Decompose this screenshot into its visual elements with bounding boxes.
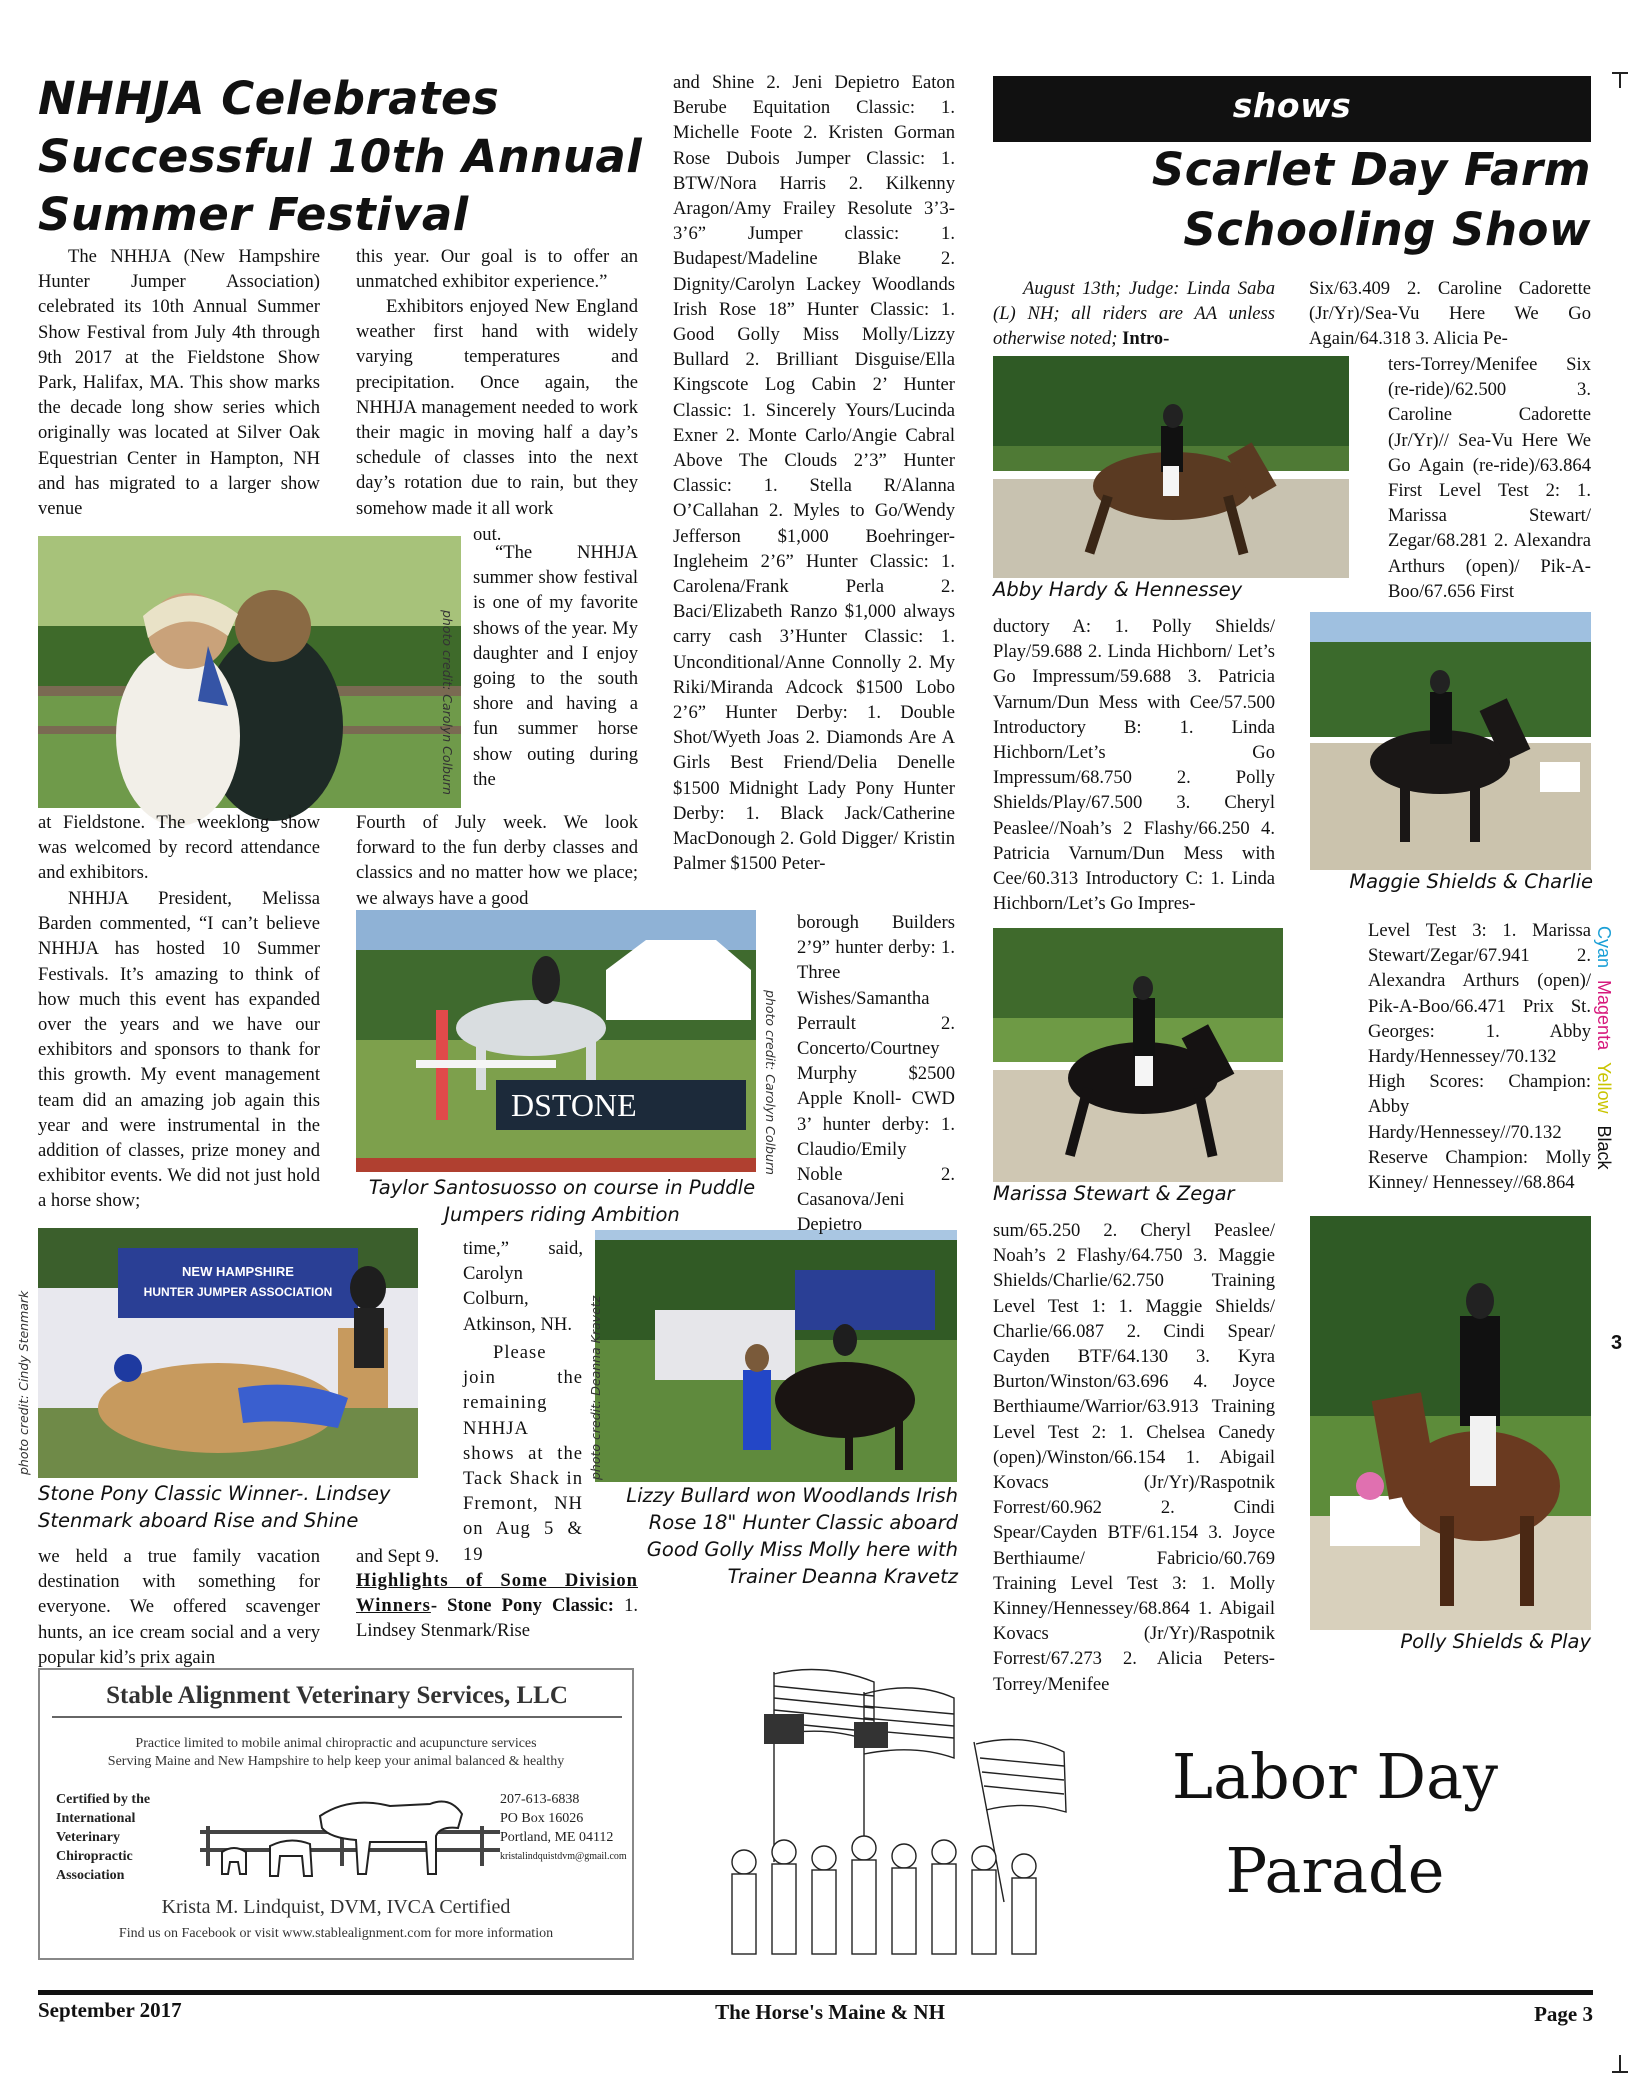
ad-line-2: Serving Maine and New Hampshire to help keep your animal balanced & healthy (107, 1754, 565, 1769)
abby-photo (993, 356, 1349, 578)
marissa-photo (993, 928, 1283, 1182)
maggie-caption: Maggie Shields & Charlie (1349, 870, 1593, 893)
jumper-photo-caption (352, 1174, 772, 1228)
article-headline (38, 70, 658, 244)
ad-city: Portland, ME 04112 (500, 1830, 614, 1845)
lizzy-caption-line-4: Trainer Deanna Kravetz (727, 1565, 958, 1588)
nhhja-banner-line-2: HUNTER JUMPER ASSOCIATION (143, 1285, 333, 1299)
stone-pony-caption (38, 1480, 438, 1534)
shows-intro (993, 276, 1275, 352)
article-text-col2-a: this year. Our goal is to offer an unmatched exhibitor experience.” (356, 246, 638, 293)
article-text-col1-c: NHHJA President, Melissa Barden commented, “I can’t believe NHHJA has hosted 10 Summer Festivals. It’s amazing to think of how much this event has expanded over the years and we have our exhibitors and sponsors to thank for this growth. My event management team did an amazing job again this year and were instrumental in the addition of classes, prize money and exhibitor events. We did not just hold a horse show; (38, 888, 320, 1212)
shows-text-colB-2: ters-Torrey/Menifee Six (re-ride)/62.500 3. Caroline Cadorette (Jr/Yr)// Sea-Vu Here We Go Again (re-ride)/63.864 First Level Test 2: 1. Marissa Stewart/ Zegar/68.281 2. Alexandra Arthurs (open)/ Pik-A-Boo/67.656 First (1388, 354, 1591, 602)
footer-rule (38, 1990, 1593, 1995)
polly-caption: Polly Shields & Play (1400, 1630, 1591, 1653)
shows-text-colA-2: sum/65.250 2. Cheryl Peaslee/ Noah’s 2 Flashy/64.750 3. Maggie Shields/Charlie/62.750 Training Level Test 1: 1. Maggie Shields/ Charlie/66.087 2. Cindi Spear/ Cayden BTF/64.130 3. Kyra Burton/Winston/63.696 4. Joyce Berthiaume/Warrior/63.913 Training Level Test 2: 1. Chelsea Canedy (open)/Winston/66.154 1. Abigail Kovacs (Jr/Yr)/Raspotnik Forrest/60.962 2. Cindi Spear/Cayden BTF/61.154 3. Joyce Berthiaume/ Fabricio/60.769 Training Level Test 3: 1. Molly Kinney/Hennessey/68.864 1. Abigail Kovacs (Jr/Yr)/Raspotnik Forrest/67.273 2. Alicia Peters-Torrey/Menifee (993, 1220, 1275, 1695)
stone-pony-photo (38, 1228, 418, 1478)
lizzy-photo-credit: photo credit: Deanna Kravetz (588, 1295, 603, 1480)
ad-footer: Find us on Facebook or visit www.stablealignment.com for more information (118, 1926, 554, 1941)
parade-title (1100, 1730, 1570, 1918)
article-text-col2-e: Fourth of July week. We look forward to the fun derby classes and classics and no matter how we place; we always have a good (356, 812, 638, 909)
lizzy-caption-line-1: Lizzy Bullard won Woodlands Irish (626, 1484, 958, 1507)
headline-line-1: NHHJA Celebrates (38, 72, 500, 125)
crop-mark-bottom-stem (1619, 2055, 1621, 2071)
nhhja-banner-line-1: NEW HAMPSHIRE (182, 1264, 294, 1279)
jumper-caption-line-2: Jumpers riding Ambition (444, 1203, 680, 1226)
article-text-col3-b: borough Builders 2’9” hunter derby: 1. Three Wishes/Samantha Perrault 2. Concerto/Courtney Murphy $2500 Apple Knoll- CWD 3’ hunter derby: 1. Claudio/Emily Noble 2. Casanova/Jeni Depietro (797, 912, 955, 1236)
shows-intro-text: August 13th; Judge: Linda Saba (L) NH; all riders are AA unless otherwise noted; (993, 278, 1275, 350)
footer-page: Page 3 (1534, 2002, 1593, 2026)
article-text-col2-g: Please join the remaining NHHJA shows at the Tack Shack in Fremont, NH on Aug 5 & 19 (463, 1342, 583, 1565)
highlights-title: Highlights of Some Division Winners (356, 1570, 638, 1617)
article-text-col2-b: Exhibitors enjoyed New England weather first hand with widely varying temperatures and precipitation. Once again, the NHHJA management needed to work their magic in moving half a day’s schedule of classes into the next day’s rotation due to rain, but they somehow made it all work (356, 296, 638, 519)
stone-pony-caption-line-2: Stenmark aboard Rise and Shine (38, 1509, 359, 1532)
ad-contact (500, 1790, 627, 1866)
ad-title: Stable Alignment Veterinary Services, LLC (52, 1682, 622, 1718)
article-text-col1-a: The NHHJA (New Hampshire Hunter Jumper Association) celebrated its 10th Annual Summer Show Festival from July 4th through 9th 2017 at the Fieldstone Show Park, Halifax, MA. This show marks the decade long show series which originally was located at Silver Oak Equestrian Center in Hampton, NH and has migrated to a larger show venue (38, 246, 320, 520)
article-text-col2-d: “The NHHJA summer show festival is one of my favorite shows of the year. My daughter and I enjoy going to the south shore and having a fun summer horse show outing during the (473, 542, 638, 790)
friends-photo (38, 536, 461, 808)
article-text-col3-a: and Shine 2. Jeni Depietro Eaton Berube Equitation Classic: 1. Michelle Foote 2. Kristen Gorman Rose Dubois Jumper Classic: 1. BTW/Nora Harris 2. Kilkenny Aragon/Amy Frailey Resolute 3’3-3’6” Jumper classic: 1. Budapest/Madeline Blake 2. Dignity/Carolyn Lackey Woodlands Irish Rose 18” Hunter Classic: 1. Good Golly Miss Molly/Lizzy Bullard 2. Brilliant Disguise/Ella Kingscote Log Cabin 2’ Hunter Classic: 1. Sincerely Yours/Lucinda Exner 2. Monte Carlo/Angie Cabral Above The Clouds 2’3” Hunter Classic: 1. Stella R/Alanna O’Callahan 2. Myles to Go/Wendy Jefferson $1,000 Boehringer-Ingleheim 2’6” Hunter Classic: 1. Carolena/Frank Perla 2. Baci/Elizabeth Ranzo $1,000 always carry cash 3’Hunter Classic: 1. Unconditional/Anne Connolly 2. My Riki/Miranda Adcock $1500 Lobo 2’6” Hunter Derby: 1. Double Shot/Wyeth Joas 2. Diamonds Are A Girls Best Friend/Delia Denelle $1500 Midnight Lady Pony Hunter Derby: 1. Black Jack/Catherine MacDonough 2. Gold Digger/ Kristin Palmer $1500 Peter- (673, 72, 955, 875)
stone-pony-photo-credit: photo credit: Cindy Stenmark (16, 1290, 31, 1475)
article-text-col2-h: and Sept 9. (356, 1546, 440, 1567)
cmyk-label-cyan: Cyan (1594, 926, 1614, 969)
cmyk-label-yellow: Yellow (1594, 1062, 1614, 1114)
jumper-photo (356, 910, 756, 1172)
article-text-col1-b: at Fieldstone. The weeklong show was welcomed by record attendance and exhibitors. (38, 812, 320, 884)
ad-email: kristalindquistdvm@gmail.com (500, 1851, 627, 1862)
margin-page-number: 3 (1611, 1332, 1623, 1354)
cmyk-label-black: Black (1594, 1125, 1614, 1170)
shows-text-colB-3: Level Test 3: 1. Marissa Stewart/Zegar/67.941 2. Alexandra Arthurs (open)/ Pik-A-Boo/66.471 Prix St. Georges: 1. Abby Hardy/Hennessey/70.132 High Scores: Champion: Abby Hardy/Hennessey//70.132 Reserve Champion: Molly Kinney/ Hennessey//68.864 (1368, 920, 1591, 1194)
lizzy-caption-line-3: Good Golly Miss Molly here with (646, 1538, 958, 1561)
polly-photo (1310, 1216, 1591, 1630)
ad-line-1: Practice limited to mobile animal chiropractic and acupuncture services (135, 1736, 537, 1751)
shows-headline-line-1: Scarlet Day Farm (1151, 143, 1591, 196)
ad-phone: 207-613-6838 (500, 1792, 580, 1807)
headline-line-3: Summer Festival (38, 188, 469, 241)
abby-caption: Abby Hardy & Hennessey (993, 578, 1243, 601)
shows-headline-line-2: Schooling Show (1183, 203, 1591, 256)
certified-line-5: Association (56, 1868, 125, 1883)
certified-line-3: Veterinary (56, 1830, 121, 1845)
article-text-col2-f: time,” said, Carolyn Colburn, Atkinson, NH. (463, 1238, 583, 1335)
jumper-photo-credit: photo credit: Carolyn Colburn (763, 990, 778, 1175)
certified-line-1: Certified by the (56, 1792, 151, 1807)
highlights-text: 1. Lindsey Stenmark/Rise (356, 1595, 639, 1642)
article-text-col1-d: we held a true family vacation destination with something for everyone. We offered scavenger hunts, an ice cream social and a very popular kid’s prix again (38, 1546, 320, 1668)
crop-mark-top-stem (1619, 72, 1621, 88)
cmyk-registration (1593, 926, 1614, 1181)
ad-certified (56, 1790, 150, 1885)
headline-line-2: Successful 10th Annual (38, 130, 643, 183)
highlights-start: - Stone Pony Classic: (430, 1595, 614, 1617)
vet-ad (38, 1668, 634, 1960)
ad-doctor: Krista M. Lindquist, DVM, IVCA Certified (161, 1896, 511, 1918)
certified-line-2: International (56, 1811, 136, 1826)
shows-text-colB-1: Six/63.409 2. Caroline Cadorette (Jr/Yr)/Sea-Vu Here We Go Again/64.318 3. Alicia Pe- (1309, 278, 1591, 350)
ad-pobox: PO Box 16026 (500, 1811, 584, 1826)
lizzy-caption-line-2: Rose 18" Hunter Classic aboard (648, 1511, 958, 1534)
jumper-caption-line-1: Taylor Santosuosso on course in Puddle (368, 1176, 756, 1199)
shows-text-colA-1: ductory A: 1. Polly Shields/ Play/59.688 2. Linda Hichborn/ Let’s Go Impressum/59.688 3. Patricia Varnum/Dun Mess with Cee/57.500 Introductory B: 1. Linda Hichborn/Let’s Go Impressum/68.750 2. Polly Shields/Play/67.500 3. Cheryl Peaslee//Noah’s 2 Flashy/66.250 4. Patricia Varnum/Dun Mess with Cee/60.313 Introductory C: 1. Linda Hichborn/Let’s Go Impres- (993, 616, 1275, 915)
parade-illustration (704, 1662, 1076, 1962)
cmyk-label-magenta: Magenta (1594, 980, 1614, 1051)
marissa-caption: Marissa Stewart & Zegar (993, 1182, 1235, 1205)
footer-publication: The Horse's Maine & NH (715, 2000, 945, 2024)
fieldstone-banner-text: DSTONE (511, 1087, 637, 1123)
stone-pony-caption-line-1: Stone Pony Classic Winner-. Lindsey (38, 1482, 391, 1505)
parade-title-line-2: Parade (1225, 1834, 1445, 1907)
parade-title-line-1: Labor Day (1171, 1740, 1499, 1813)
friends-photo-credit: photo credit: Carolyn Colburn (440, 610, 455, 795)
certified-line-4: Chiropractic (56, 1849, 133, 1864)
shows-section-label: shows (1232, 86, 1352, 125)
maggie-photo (1310, 612, 1591, 870)
lizzy-caption (560, 1482, 958, 1590)
shows-headline (993, 140, 1591, 260)
ad-animals-illustration (200, 1786, 500, 1882)
footer-date: September 2017 (38, 1998, 182, 2022)
lizzy-photo (595, 1230, 957, 1482)
article-text-col2-c: out. (473, 524, 502, 545)
shows-intro-bold: Intro- (1117, 328, 1170, 350)
